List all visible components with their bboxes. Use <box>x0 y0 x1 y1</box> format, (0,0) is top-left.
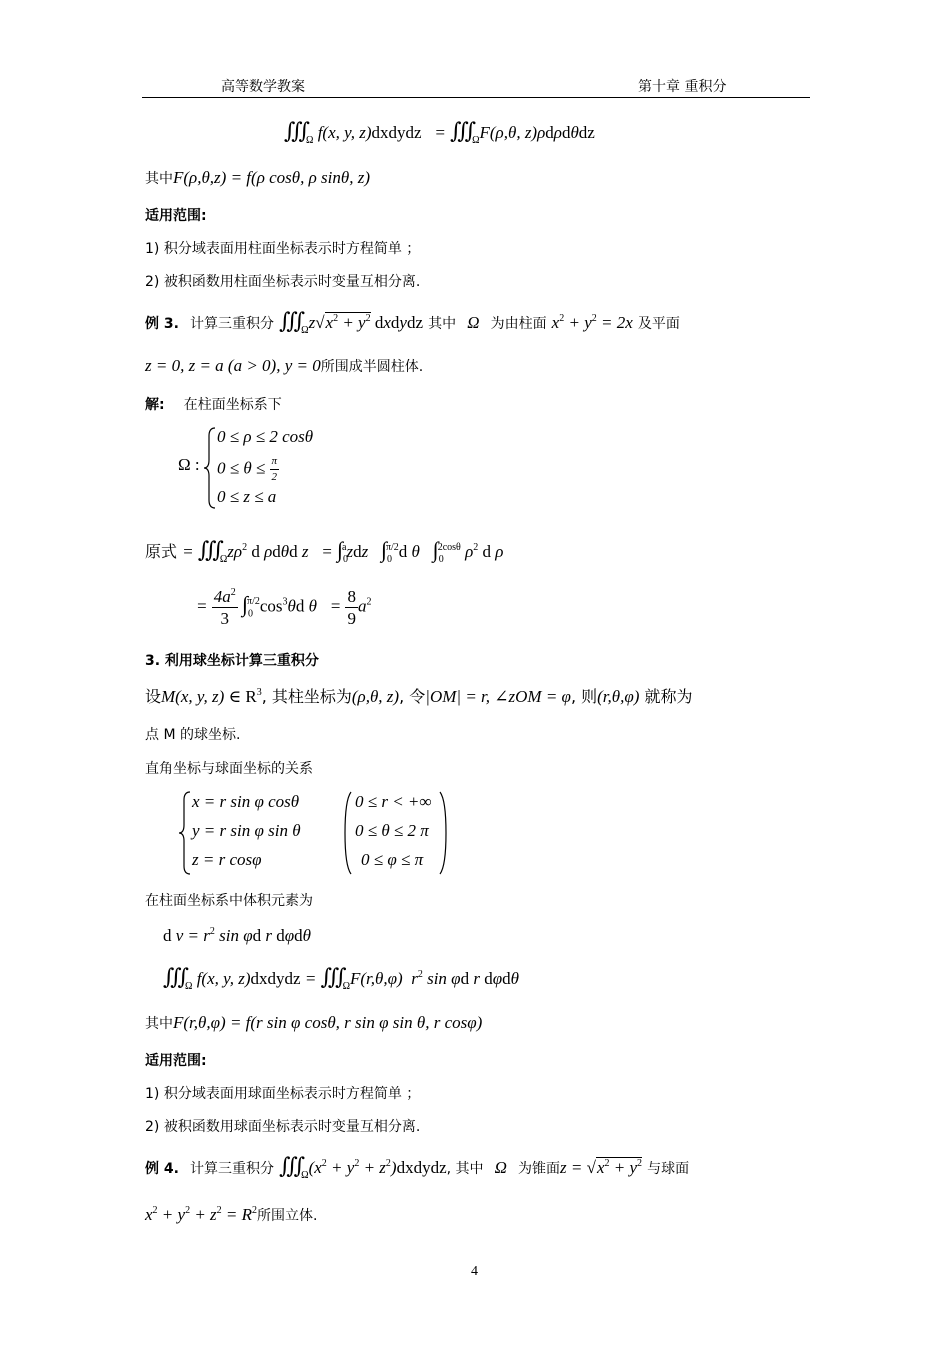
scope2-item-1: 1) 积分域表面用球面坐标表示时方程简单 ； <box>145 1086 421 1102</box>
solution-line <box>145 394 282 414</box>
where-cylindrical: 其中F(ρ,θ,z) = f(ρ cosθ, ρ sinθ, z) <box>145 168 370 187</box>
sph-p1: 设 <box>145 687 162 706</box>
header-rule <box>142 97 810 98</box>
relation-heading: 直角坐标与球面坐标的关系 <box>145 761 313 777</box>
ex3-line2-tail: 所围成半圆柱体. <box>320 359 424 375</box>
ex4-omega: Ω <box>494 1158 507 1177</box>
relation-row-z: z = r cosφ <box>192 850 262 869</box>
where-spherical: 其中F(r,θ,φ) = f(r sin φ cosθ, r sin φ sin θ, r cosφ) <box>145 1013 483 1032</box>
range-row-phi: 0 ≤ φ ≤ π <box>361 850 424 869</box>
ex3-label: 例 3. <box>145 316 179 332</box>
section-3-title: 3. 利用球坐标计算三重积分 <box>145 653 319 669</box>
integral-evaluation-2: = $\frac{4a^2}{3}$ $\int_0^{\pi/2}\cos^3\theta d$ θ = $\frac{8}{9}$ $a^2$ <box>196 587 372 628</box>
region-row-2: 0 ≤ θ ≤ $\frac{\pi}{2}$ <box>217 455 278 483</box>
region-row-3: 0 ≤ z ≤ a <box>217 487 277 506</box>
region-brace <box>203 426 217 510</box>
example-3-line-1: 例 3. 计算三重积分 $∭_\Omega z√x^2 + y^2$ dxdydz 其中 Ω 为由柱面 $x^2 + y^2 = 2x$ 及平面 <box>145 308 680 336</box>
scope2-title: 适用范围: <box>145 1053 207 1069</box>
sph-p2: , 其柱坐标为 <box>261 687 352 706</box>
sph-p4: , 则 <box>570 687 598 706</box>
volume-element-heading: 在柱面坐标系中体积元素为 <box>145 893 313 909</box>
relation-row-y: y = r sin φ sin θ <box>192 821 301 840</box>
scope2-item-2: 2) 被积函数用球面坐标表示时变量互相分离. <box>145 1119 421 1135</box>
ex3-omega: Ω <box>467 313 480 332</box>
example-3-line-2: z = 0, z = a (a > 0), y = 0所围成半圆柱体. <box>145 356 424 375</box>
spherical-definition-line-2: 点 M 的球坐标. <box>145 727 241 743</box>
ex4-text3: 为锥面 <box>518 1161 561 1177</box>
ex4-text4: 与球面 <box>647 1161 690 1177</box>
formula-spherical: $∭_\Omega$ f(x, y, z)dxdydz = $∭_\Omega F(r,\theta,\varphi)$ $r^2$ sin φd r dφdθ <box>163 964 519 992</box>
ex3-text2: 其中 <box>428 316 457 332</box>
scope1-title: 适用范围: <box>145 208 207 224</box>
ex3-text4: 及平面 <box>637 316 680 332</box>
ex3-text1: 计算三重积分 <box>190 316 275 332</box>
ex4-text1: 计算三重积分 <box>190 1161 275 1177</box>
formula-cylindrical: $∭_\Omega$ f(x, y, z)dxdydz = $∭_\Omega F(\rho,\theta$, z)ρdρdθdz <box>284 118 595 146</box>
ex4-line2-tail: 所围立体. <box>257 1208 318 1224</box>
relation-row-x: x = r sin φ cosθ <box>192 792 300 811</box>
sph-p5: 就称为 <box>644 687 693 706</box>
range-left-paren <box>343 790 353 876</box>
where-sph-label: 其中 <box>145 1016 173 1032</box>
solution-label: 解: <box>145 397 165 413</box>
scope1-item-2: 2) 被积函数用柱面坐标表示时变量互相分离. <box>145 274 421 290</box>
integral-evaluation-1: 原式 = $∭_\Omega z\rho^2$ d ρdθd $z = \int_0^azdz$ $\int_0^{\pi/2}d$ θ $\int_0^{2cos\theta}$ $\rho^2$ d ρ <box>145 537 504 565</box>
example-4-line-1: 例 4. 计算三重积分 $∭_\Omega(x^2 + y^2$ + $z^2)dxdydz$, 其中 Ω 为锥面$z = √x^2 + y^2$ 与球面 <box>145 1153 690 1181</box>
spherical-definition-line-1: 设M(x, y, z) ∈ $R^3$, 其柱坐标为(ρ,θ, z), 令|OM| = r, ∠zOM = φ, 则(r,θ,φ) 就称为 <box>145 687 693 706</box>
ex4-text2: , 其中 <box>446 1161 484 1177</box>
header-left: 高等数学教案 <box>221 79 305 95</box>
header-right: 第十章 重积分 <box>638 79 727 95</box>
ex3-text3: 为由柱面 <box>490 316 547 332</box>
range-row-theta: 0 ≤ θ ≤ 2 π <box>355 821 429 840</box>
relation-left-brace <box>178 790 192 876</box>
orig-label: 原式 <box>145 542 178 561</box>
ex4-label: 例 4. <box>145 1161 179 1177</box>
where-cyl-label: 其中 <box>145 171 173 187</box>
sph-p3: , 令 <box>399 687 426 706</box>
region-row-1: 0 ≤ ρ ≤ 2 cosθ <box>217 427 314 446</box>
volume-element-formula: d $v = r^2$ sin φd r dφdθ <box>163 926 312 945</box>
page-number: 4 <box>471 1264 478 1279</box>
region-omega-label: Ω : <box>178 455 200 474</box>
range-row-r: 0 ≤ r < +∞ <box>355 792 432 811</box>
range-right-paren <box>438 790 448 876</box>
scope1-item-1: 1) 积分域表面用柱面坐标表示时方程简单 ； <box>145 241 421 257</box>
example-4-line-2: $x^2 + y^2 + z^2 = R^2$所围立体. <box>145 1205 318 1224</box>
solution-text: 在柱面坐标系下 <box>183 397 282 413</box>
